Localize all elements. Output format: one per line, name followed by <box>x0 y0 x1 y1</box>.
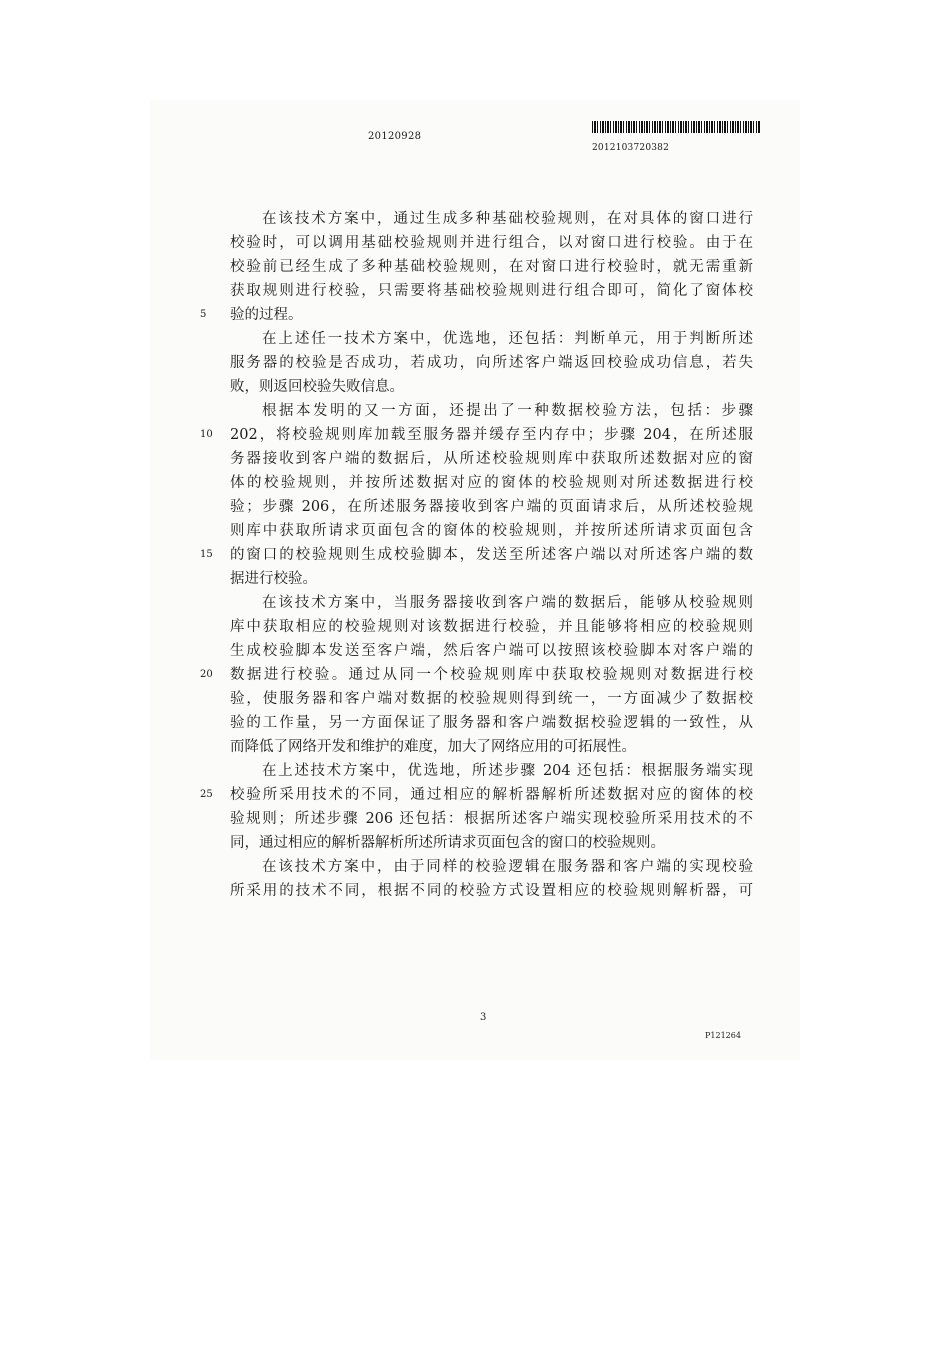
text-line: 务器接收到客户端的数据后，从所述校验规则库中获取所述数据对应的窗 <box>230 451 753 467</box>
text-line: 根据本发明的又一方面，还提出了一种数据校验方法，包括：步骤 <box>262 403 753 419</box>
text-line: 获取规则进行校验，只需要将基础校验规则进行组合即可，简化了窗体校 <box>230 283 753 299</box>
text-line: 库中获取相应的校验规则对该数据进行校验，并且能够将相应的校验规则 <box>230 619 753 635</box>
line-number: 20 <box>200 669 213 680</box>
text-line: 在该技术方案中，由于同样的校验逻辑在服务器和客户端的实现校验 <box>262 859 753 875</box>
text-line: 的窗口的校验规则生成校验脚本，发送至所述客户端以对所述客户端的数 <box>230 547 753 563</box>
line-number: 5 <box>200 309 207 320</box>
text-line: 同，通过相应的解析器解析所述所请求页面包含的窗口的校验规则。 <box>230 835 665 851</box>
text-line: 败，则返回校验失败信息。 <box>230 379 404 395</box>
line-number: 25 <box>200 789 213 800</box>
text-line: 则库中获取所请求页面包含的窗体的校验规则，并按所述所请求页面包含 <box>230 523 753 539</box>
text-line: 在该技术方案中，当服务器接收到客户端的数据后，能够从校验规则 <box>262 595 753 611</box>
text-line: 生成校验脚本发送至客户端，然后客户端可以按照该校验脚本对客户端的 <box>230 643 753 659</box>
text-line: 所采用的技术不同，根据不同的校验方式设置相应的校验规则解析器，可 <box>230 883 753 899</box>
text-line: 在上述任一技术方案中，优选地，还包括：判断单元，用于判断所述 <box>262 331 753 347</box>
application-number: 2012103720382 <box>592 143 670 153</box>
text-line: 验规则；所述步骤 206 还包括：根据所述客户端实现校验所采用技术的不 <box>230 811 753 827</box>
header-date: 20120928 <box>368 131 422 142</box>
text-line: 校验时，可以调用基础校验规则并进行组合，以对窗口进行校验。由于在 <box>230 235 753 251</box>
page-number: 3 <box>480 1012 487 1023</box>
text-line: 在该技术方案中，通过生成多种基础校验规则，在对具体的窗口进行 <box>262 211 753 227</box>
barcode <box>592 121 760 133</box>
line-number: 10 <box>200 429 213 440</box>
text-line: 数据进行校验。通过从同一个校验规则库中获取校验规则对数据进行校 <box>230 667 753 683</box>
text-line: 校验前已经生成了多种基础校验规则，在对窗口进行校验时，就无需重新 <box>230 259 753 275</box>
text-line: 验的过程。 <box>230 307 303 323</box>
text-line: 验；步骤 206，在所述服务器接收到客户端的页面请求后，从所述校验规 <box>230 499 753 515</box>
text-line: 而降低了网络开发和维护的难度，加大了网络应用的可拓展性。 <box>230 739 636 755</box>
text-line: 服务器的校验是否成功，若成功，向所述客户端返回校验成功信息，若失 <box>230 355 753 371</box>
text-line: 验的工作量，另一方面保证了服务器和客户端数据校验逻辑的一致性，从 <box>230 715 753 731</box>
text-line: 体的校验规则，并按所述数据对应的窗体的校验规则对所述数据进行校 <box>230 475 753 491</box>
text-line: 在上述技术方案中，优选地，所述步骤 204 还包括：根据服务端实现 <box>262 763 753 779</box>
text-line: 校验所采用技术的不同，通过相应的解析器解析所述数据对应的窗体的校 <box>230 787 753 803</box>
text-line: 202，将校验规则库加载至服务器并缓存至内存中；步骤 204，在所述服 <box>230 427 753 443</box>
text-line: 据进行校验。 <box>230 571 317 587</box>
text-line: 验，使服务器和客户端对数据的校验规则得到统一，一方面减少了数据校 <box>230 691 753 707</box>
document-code: P121264 <box>705 1031 741 1040</box>
line-number: 15 <box>200 549 213 560</box>
